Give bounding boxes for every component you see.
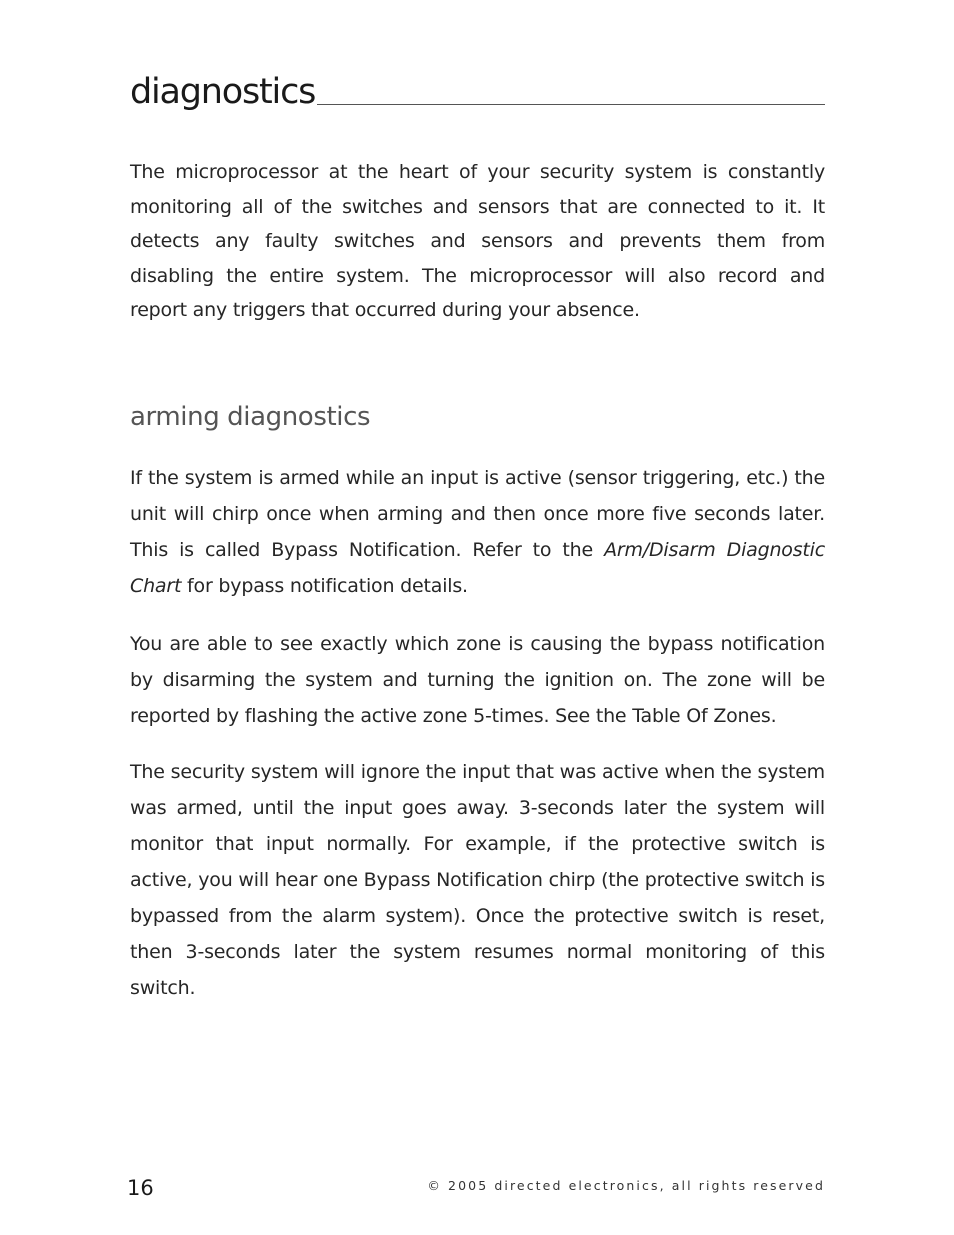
paragraph-text: for bypass notification details.	[181, 575, 468, 597]
chart-reference: Arm/Disarm Diagnostic Chart	[130, 539, 825, 597]
page-number: 16	[127, 1176, 154, 1200]
paragraph-text: If the system is armed while an input is active (sensor triggering, etc.) the unit will chirp once when arming and then once more five seconds later. This is called Bypass Notification. Refer to the	[130, 467, 825, 561]
bypass-notification-paragraph	[130, 460, 825, 604]
intro-paragraph: The microprocessor at the heart of your security system is constantly monitoring all of the switches and sensors that are connected to it. It detects any faulty switches and sensors and prevents them from disabling the entire system. The microprocessor will also record and report any triggers that occurred during your absence.	[130, 161, 825, 321]
input-ignore-paragraph: The security system will ignore the input that was active when the system was armed, until the input goes away. 3-seconds later the system will monitor that input normally. For example, if the protective switch is active, you will hear one Bypass Notification chirp (the protective switch is bypassed from the alarm system). Once the protective switch is reset, then 3-seconds later the system resumes normal monitoring of this switch.	[130, 761, 825, 999]
section-heading-arming-diagnostics: arming diagnostics	[130, 402, 371, 432]
copyright-notice: © 2005 directed electronics, all rights reserved	[427, 1178, 825, 1193]
page-title: diagnostics	[130, 72, 316, 112]
zone-report-paragraph: You are able to see exactly which zone is causing the bypass notification by disarming the system and turning the ignition on. The zone will be reported by flashing the active zone 5-times. See the Table Of Zones.	[130, 633, 825, 727]
page-title-rule	[130, 58, 825, 112]
